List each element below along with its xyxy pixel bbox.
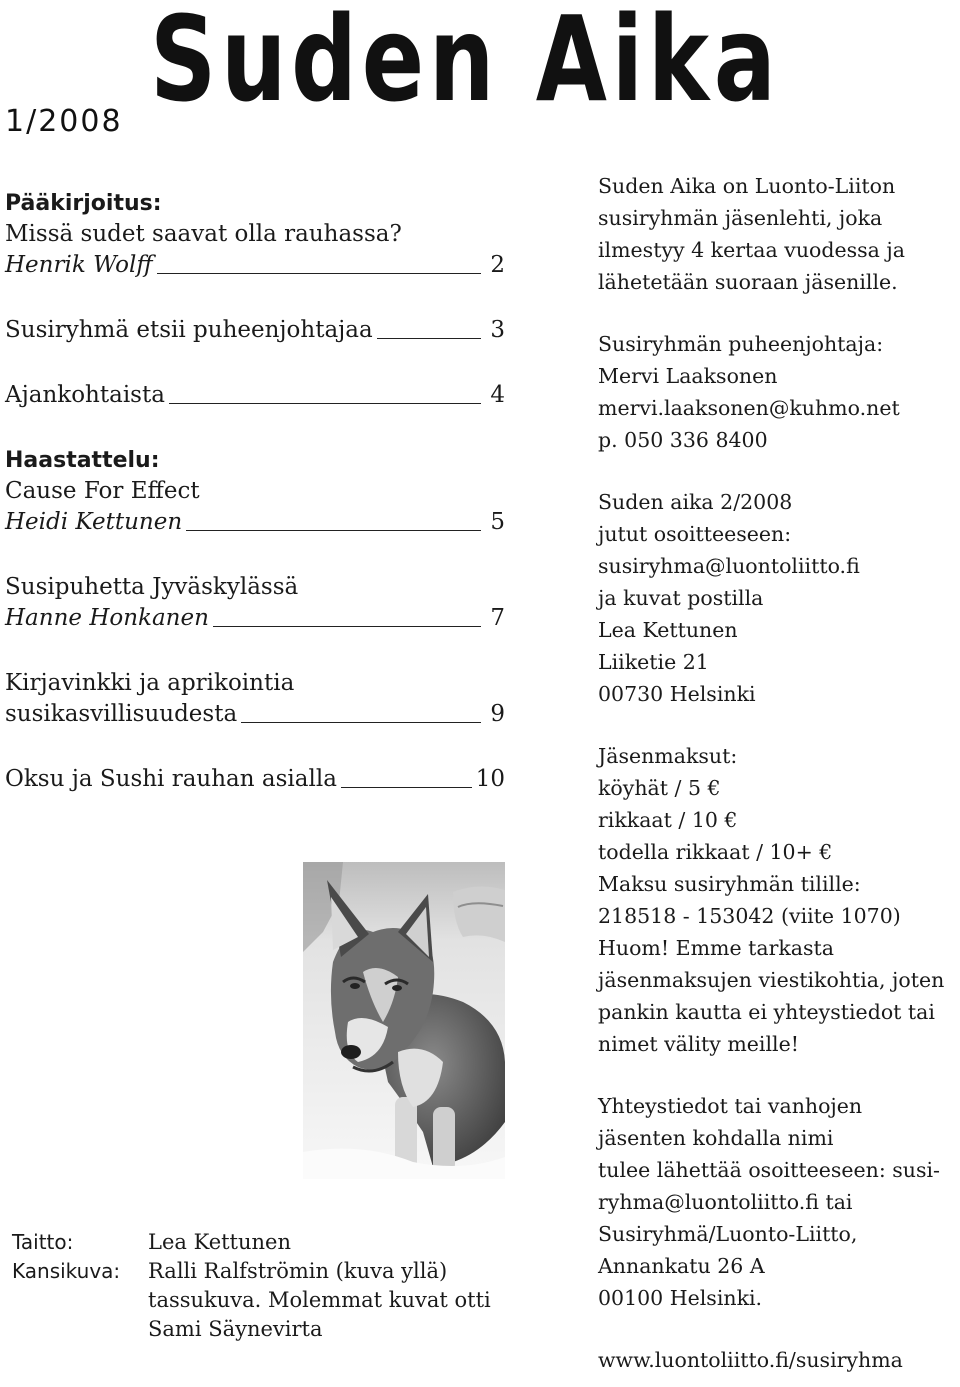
toc-page-number: 10 bbox=[475, 766, 505, 792]
text-line: ryhma@luontoliitto.fi tai bbox=[598, 1190, 853, 1214]
text-line: Annankatu 26 A bbox=[598, 1254, 765, 1278]
website-link[interactable]: www.luontoliitto.fi/susiryhma bbox=[598, 1348, 903, 1372]
toc-page-number: 9 bbox=[490, 701, 505, 727]
text-line: pankin kautta ei yhteystiedot tai bbox=[598, 1000, 935, 1024]
toc-entry bbox=[5, 380, 505, 411]
toc-title: susikasvillisuudesta bbox=[5, 701, 238, 727]
text-line: ja kuvat postilla bbox=[598, 586, 764, 610]
toc-entry-editorial bbox=[5, 188, 505, 281]
toc-title: Cause For Effect bbox=[5, 478, 200, 504]
text-line: jäsenmaksujen viestikohtia, joten bbox=[598, 968, 945, 992]
toc-entry bbox=[5, 572, 505, 634]
email-text: mervi.laaksonen@kuhmo.net bbox=[598, 396, 900, 420]
text-line: tulee lähettää osoitteeseen: susi- bbox=[598, 1158, 940, 1182]
info-column bbox=[598, 170, 960, 1376]
text-line: susiryhmän jäsenlehti, joka bbox=[598, 206, 883, 230]
text-line: Mervi Laaksonen bbox=[598, 364, 778, 388]
toc-entry bbox=[5, 764, 505, 795]
text-line: Susiryhmän puheenjohtaja: bbox=[598, 332, 884, 356]
toc-entry-interview bbox=[5, 445, 505, 538]
toc-page-number: 2 bbox=[490, 252, 505, 278]
toc-entry bbox=[5, 315, 505, 346]
toc-title: Oksu ja Sushi rauhan asialla bbox=[5, 766, 337, 792]
text-line: todella rikkaat / 10+ € bbox=[598, 840, 833, 864]
layout-value: Lea Kettunen bbox=[148, 1230, 292, 1254]
toc-author: Henrik Wolff bbox=[5, 252, 153, 278]
leader-line bbox=[157, 273, 481, 274]
leader-line bbox=[169, 403, 481, 404]
cover-photo bbox=[303, 862, 505, 1179]
layout-label: Taitto: bbox=[12, 1230, 74, 1254]
text-line: 00730 Helsinki bbox=[598, 682, 756, 706]
text-line: Suden Aika on Luonto-Liiton bbox=[598, 174, 896, 198]
toc-title: Susipuhetta Jyväskylässä bbox=[5, 574, 299, 600]
chair-contact bbox=[598, 328, 960, 456]
text-line: nimet välity meille! bbox=[598, 1032, 799, 1056]
toc-title: Missä sudet saavat olla rauhassa? bbox=[5, 221, 402, 247]
text-line: Yhteystiedot tai vanhojen bbox=[598, 1094, 863, 1118]
toc-heading: Pääkirjoitus: bbox=[5, 191, 162, 216]
toc-page-number: 7 bbox=[490, 605, 505, 631]
wolf-illustration bbox=[303, 862, 505, 1179]
text-line: Susiryhmä/Luonto-Liitto, bbox=[598, 1222, 858, 1246]
leader-line bbox=[241, 722, 481, 723]
cover-photo-credit: tassukuva. Molemmat kuvat otti bbox=[148, 1288, 491, 1312]
toc-page-number: 4 bbox=[490, 382, 505, 408]
toc-title: Ajankohtaista bbox=[5, 382, 165, 408]
text-line: Liiketie 21 bbox=[598, 650, 709, 674]
toc-author: Heidi Kettunen bbox=[5, 509, 183, 535]
text-line: köyhät / 5 € bbox=[598, 776, 721, 800]
about-paragraph bbox=[598, 170, 960, 298]
toc-entry bbox=[5, 668, 505, 730]
text-line: ilmestyy 4 kertaa vuodessa ja bbox=[598, 238, 905, 262]
credits bbox=[12, 1228, 532, 1344]
toc-title: Susiryhmä etsii puheenjohtajaa bbox=[5, 317, 373, 343]
cover-photo-credit: Sami Säynevirta bbox=[148, 1317, 323, 1341]
email-text: susiryhma@luontoliitto.fi bbox=[598, 554, 860, 578]
magazine-title: Suden Aika bbox=[150, 0, 781, 128]
issue-number: 1/2008 bbox=[5, 104, 123, 139]
cover-photo-credit: Ralli Ralfströmin (kuva yllä) bbox=[148, 1259, 448, 1283]
toc-title: Kirjavinkki ja aprikointia bbox=[5, 670, 295, 696]
submissions-info bbox=[598, 486, 960, 710]
table-of-contents bbox=[5, 188, 505, 829]
text-line: rikkaat / 10 € bbox=[598, 808, 738, 832]
toc-heading: Haastattelu: bbox=[5, 448, 160, 473]
text-line: Maksu susiryhmän tilille: bbox=[598, 872, 861, 896]
cover-photo-label: Kansikuva: bbox=[12, 1259, 121, 1283]
leader-line bbox=[213, 626, 481, 627]
text-line: jäsenten kohdalla nimi bbox=[598, 1126, 834, 1150]
text-line: jutut osoitteeseen: bbox=[598, 522, 792, 546]
toc-author: Hanne Honkanen bbox=[5, 605, 209, 631]
leader-line bbox=[186, 530, 481, 531]
phone-text: p. 050 336 8400 bbox=[598, 428, 768, 452]
text-line: lähetetään suoraan jäsenille. bbox=[598, 270, 898, 294]
text-line: Jäsenmaksut: bbox=[598, 744, 738, 768]
text-line: Suden aika 2/2008 bbox=[598, 490, 793, 514]
text-line: 218518 - 153042 (viite 1070) bbox=[598, 904, 901, 928]
toc-page-number: 5 bbox=[490, 509, 505, 535]
membership-fees bbox=[598, 740, 960, 1060]
contact-update-info bbox=[598, 1090, 960, 1314]
text-line: Lea Kettunen bbox=[598, 618, 738, 642]
leader-line bbox=[377, 338, 481, 339]
leader-line bbox=[341, 787, 472, 788]
text-line: 00100 Helsinki. bbox=[598, 1286, 763, 1310]
text-line: Huom! Emme tarkasta bbox=[598, 936, 834, 960]
toc-page-number: 3 bbox=[490, 317, 505, 343]
